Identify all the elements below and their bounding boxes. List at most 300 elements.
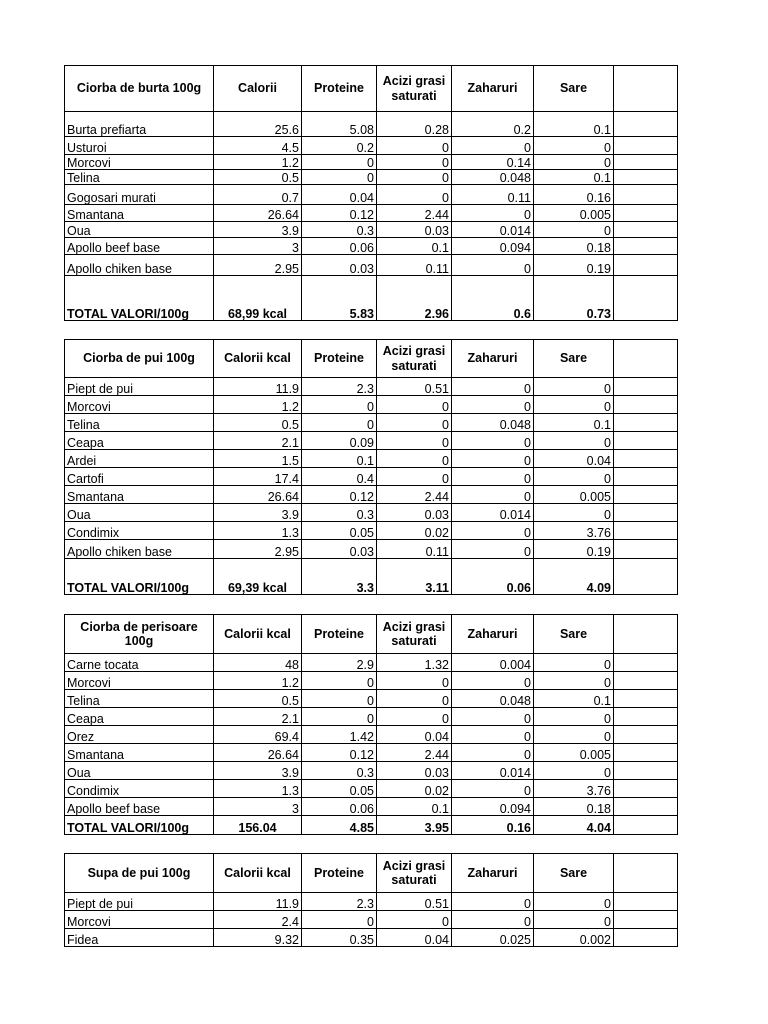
nutrition-table-ciorba-de-pui — [64, 339, 678, 595]
ingredient-name: Apollo beef base — [65, 798, 214, 816]
column-header: Acizi grasi saturati — [377, 854, 452, 893]
value-cell: 0.3 — [302, 762, 377, 780]
empty-cell — [614, 185, 678, 205]
value-cell: 1.2 — [214, 396, 302, 414]
value-cell: 0.7 — [214, 185, 302, 205]
ingredient-name: Oua — [65, 504, 214, 522]
value-cell: 0.04 — [377, 726, 452, 744]
value-cell: 9.32 — [214, 929, 302, 947]
empty-cell — [614, 112, 678, 137]
value-cell: 0 — [452, 893, 534, 911]
value-cell: 0 — [452, 744, 534, 762]
ingredient-name: Morcovi — [65, 911, 214, 929]
empty-cell — [614, 205, 678, 222]
value-cell: 0.1 — [534, 170, 614, 185]
empty-cell — [614, 726, 678, 744]
value-cell: 3.76 — [534, 522, 614, 540]
empty-cell — [614, 432, 678, 450]
ingredient-name: Apollo chiken base — [65, 255, 214, 276]
table-row — [65, 170, 678, 185]
table-title: Supa de pui 100g — [65, 854, 214, 893]
value-cell: 26.64 — [214, 486, 302, 504]
value-cell: 0.094 — [452, 798, 534, 816]
table-header-row — [65, 854, 678, 893]
value-cell: 0 — [452, 726, 534, 744]
value-cell: 0.11 — [452, 185, 534, 205]
empty-cell — [614, 929, 678, 947]
table-title: Ciorba de perisoare 100g — [65, 615, 214, 654]
total-row — [65, 559, 678, 595]
table-row — [65, 504, 678, 522]
ingredient-name: Morcovi — [65, 155, 214, 170]
value-cell: 2.44 — [377, 486, 452, 504]
table-title: Ciorba de burta 100g — [65, 66, 214, 112]
value-cell: 11.9 — [214, 893, 302, 911]
value-cell: 0.06 — [302, 798, 377, 816]
nutrition-table-supa-de-pui — [64, 853, 678, 947]
value-cell: 0.048 — [452, 690, 534, 708]
value-cell: 0.19 — [534, 255, 614, 276]
value-cell: 0 — [534, 726, 614, 744]
total-label: TOTAL VALORI/100g — [65, 276, 214, 321]
value-cell: 0 — [377, 155, 452, 170]
value-cell: 0.5 — [214, 170, 302, 185]
value-cell: 0.004 — [452, 654, 534, 672]
value-cell: 2.4 — [214, 911, 302, 929]
value-cell: 0.03 — [377, 222, 452, 238]
value-cell: 0.12 — [302, 205, 377, 222]
table-title: Ciorba de pui 100g — [65, 340, 214, 378]
total-value: 0.73 — [534, 276, 614, 321]
value-cell: 0 — [534, 672, 614, 690]
total-value: 4.04 — [534, 816, 614, 835]
empty-cell — [614, 276, 678, 321]
value-cell: 0.05 — [302, 780, 377, 798]
value-cell: 1.42 — [302, 726, 377, 744]
ingredient-name: Oua — [65, 222, 214, 238]
total-value: 0.16 — [452, 816, 534, 835]
empty-cell — [614, 762, 678, 780]
empty-cell — [614, 816, 678, 835]
value-cell: 0 — [377, 690, 452, 708]
ingredient-name: Apollo beef base — [65, 238, 214, 255]
value-cell: 0.1 — [534, 112, 614, 137]
table-row — [65, 744, 678, 762]
empty-cell — [614, 414, 678, 432]
value-cell: 0.04 — [377, 929, 452, 947]
value-cell: 0.005 — [534, 486, 614, 504]
total-value: 3.11 — [377, 559, 452, 595]
value-cell: 0.3 — [302, 504, 377, 522]
empty-cell — [614, 522, 678, 540]
total-value: 0.6 — [452, 276, 534, 321]
table-row — [65, 450, 678, 468]
value-cell: 1.32 — [377, 654, 452, 672]
value-cell: 0.2 — [452, 112, 534, 137]
ingredient-name: Telina — [65, 414, 214, 432]
value-cell: 0.12 — [302, 486, 377, 504]
value-cell: 0.02 — [377, 522, 452, 540]
value-cell: 0 — [452, 468, 534, 486]
empty-cell — [614, 798, 678, 816]
table-row — [65, 432, 678, 450]
total-value: 69,39 kcal — [214, 559, 302, 595]
empty-cell — [614, 504, 678, 522]
ingredient-name: Orez — [65, 726, 214, 744]
table-row — [65, 238, 678, 255]
table-row — [65, 911, 678, 929]
value-cell: 11.9 — [214, 378, 302, 396]
value-cell: 0 — [377, 432, 452, 450]
value-cell: 0 — [377, 468, 452, 486]
value-cell: 3.9 — [214, 504, 302, 522]
empty-cell — [614, 486, 678, 504]
column-header: Calorii kcal — [214, 340, 302, 378]
table-header-row — [65, 615, 678, 654]
value-cell: 25.6 — [214, 112, 302, 137]
value-cell: 0.1 — [377, 798, 452, 816]
empty-cell — [614, 378, 678, 396]
empty-cell — [614, 854, 678, 893]
value-cell: 0.3 — [302, 222, 377, 238]
value-cell: 0.18 — [534, 238, 614, 255]
value-cell: 0.005 — [534, 744, 614, 762]
value-cell: 0 — [452, 911, 534, 929]
column-header: Zaharuri — [452, 340, 534, 378]
value-cell: 0 — [534, 137, 614, 155]
total-value: 0.06 — [452, 559, 534, 595]
value-cell: 0.1 — [534, 414, 614, 432]
ingredient-name: Apollo chiken base — [65, 540, 214, 559]
value-cell: 0.5 — [214, 414, 302, 432]
value-cell: 0 — [534, 911, 614, 929]
value-cell: 0 — [452, 432, 534, 450]
value-cell: 0 — [452, 486, 534, 504]
table-row — [65, 222, 678, 238]
value-cell: 0 — [452, 672, 534, 690]
value-cell: 0 — [534, 893, 614, 911]
empty-cell — [614, 396, 678, 414]
value-cell: 26.64 — [214, 205, 302, 222]
empty-cell — [614, 255, 678, 276]
value-cell: 0 — [534, 432, 614, 450]
table-row — [65, 893, 678, 911]
empty-cell — [614, 238, 678, 255]
ingredient-name: Burta prefiarta — [65, 112, 214, 137]
table-row — [65, 468, 678, 486]
empty-cell — [614, 222, 678, 238]
value-cell: 0.025 — [452, 929, 534, 947]
value-cell: 0.4 — [302, 468, 377, 486]
value-cell: 0 — [452, 522, 534, 540]
column-header: Acizi grasi saturati — [377, 66, 452, 112]
table-row — [65, 762, 678, 780]
total-row — [65, 816, 678, 835]
value-cell: 0 — [377, 672, 452, 690]
empty-cell — [614, 450, 678, 468]
value-cell: 0.002 — [534, 929, 614, 947]
empty-cell — [614, 672, 678, 690]
value-cell: 2.95 — [214, 255, 302, 276]
value-cell: 0.014 — [452, 762, 534, 780]
value-cell: 2.3 — [302, 893, 377, 911]
empty-cell — [614, 615, 678, 654]
value-cell: 0 — [302, 414, 377, 432]
table-row — [65, 522, 678, 540]
table-row — [65, 672, 678, 690]
value-cell: 0.1 — [377, 238, 452, 255]
value-cell: 0.11 — [377, 540, 452, 559]
column-header: Proteine — [302, 615, 377, 654]
value-cell: 0.51 — [377, 378, 452, 396]
column-header: Calorii — [214, 66, 302, 112]
value-cell: 2.3 — [302, 378, 377, 396]
total-value: 68,99 kcal — [214, 276, 302, 321]
ingredient-name: Oua — [65, 762, 214, 780]
table-row — [65, 112, 678, 137]
value-cell: 0.048 — [452, 414, 534, 432]
empty-cell — [614, 540, 678, 559]
table-row — [65, 414, 678, 432]
column-header: Acizi grasi saturati — [377, 340, 452, 378]
table-row — [65, 378, 678, 396]
empty-cell — [614, 559, 678, 595]
ingredient-name: Piept de pui — [65, 893, 214, 911]
value-cell: 0.2 — [302, 137, 377, 155]
value-cell: 1.3 — [214, 522, 302, 540]
table-row — [65, 155, 678, 170]
column-header: Sare — [534, 615, 614, 654]
value-cell: 0.04 — [302, 185, 377, 205]
total-value: 156.04 — [214, 816, 302, 835]
value-cell: 0 — [302, 170, 377, 185]
value-cell: 0.28 — [377, 112, 452, 137]
value-cell: 26.64 — [214, 744, 302, 762]
value-cell: 0.094 — [452, 238, 534, 255]
value-cell: 0.5 — [214, 690, 302, 708]
column-header: Zaharuri — [452, 615, 534, 654]
value-cell: 0.11 — [377, 255, 452, 276]
value-cell: 2.44 — [377, 744, 452, 762]
total-row — [65, 276, 678, 321]
value-cell: 0 — [452, 450, 534, 468]
value-cell: 0.03 — [377, 762, 452, 780]
value-cell: 0 — [452, 378, 534, 396]
empty-cell — [614, 744, 678, 762]
value-cell: 0.1 — [302, 450, 377, 468]
value-cell: 0 — [534, 708, 614, 726]
value-cell: 0 — [534, 155, 614, 170]
column-header: Zaharuri — [452, 854, 534, 893]
value-cell: 69.4 — [214, 726, 302, 744]
ingredient-name: Smantana — [65, 486, 214, 504]
value-cell: 0.02 — [377, 780, 452, 798]
total-value: 3.95 — [377, 816, 452, 835]
ingredient-name: Piept de pui — [65, 378, 214, 396]
column-header: Proteine — [302, 66, 377, 112]
value-cell: 0 — [534, 654, 614, 672]
table-row — [65, 540, 678, 559]
table-row — [65, 396, 678, 414]
value-cell: 0 — [302, 396, 377, 414]
value-cell: 0.14 — [452, 155, 534, 170]
value-cell: 5.08 — [302, 112, 377, 137]
value-cell: 0.03 — [302, 255, 377, 276]
table-row — [65, 708, 678, 726]
ingredient-name: Condimix — [65, 522, 214, 540]
value-cell: 2.44 — [377, 205, 452, 222]
ingredient-name: Morcovi — [65, 396, 214, 414]
table-row — [65, 798, 678, 816]
value-cell: 0.005 — [534, 205, 614, 222]
value-cell: 0 — [302, 911, 377, 929]
table-row — [65, 137, 678, 155]
value-cell: 0 — [452, 396, 534, 414]
value-cell: 0 — [377, 414, 452, 432]
value-cell: 0 — [302, 672, 377, 690]
ingredient-name: Gogosari murati — [65, 185, 214, 205]
ingredient-name: Ceapa — [65, 432, 214, 450]
column-header: Sare — [534, 66, 614, 112]
value-cell: 0.014 — [452, 222, 534, 238]
ingredient-name: Ardei — [65, 450, 214, 468]
column-header: Sare — [534, 340, 614, 378]
value-cell: 3 — [214, 798, 302, 816]
column-header: Calorii kcal — [214, 615, 302, 654]
value-cell: 0.06 — [302, 238, 377, 255]
table-row — [65, 929, 678, 947]
value-cell: 0 — [534, 396, 614, 414]
value-cell: 0 — [534, 378, 614, 396]
nutrition-table-ciorba-de-perisoare — [64, 614, 678, 835]
column-header: Acizi grasi saturati — [377, 615, 452, 654]
value-cell: 0 — [534, 762, 614, 780]
value-cell: 0 — [302, 155, 377, 170]
nutrition-table-ciorba-de-burta — [64, 65, 678, 321]
value-cell: 0 — [534, 468, 614, 486]
value-cell: 0 — [377, 137, 452, 155]
ingredient-name: Carne tocata — [65, 654, 214, 672]
ingredient-name: Cartofi — [65, 468, 214, 486]
value-cell: 0 — [377, 185, 452, 205]
ingredient-name: Fidea — [65, 929, 214, 947]
table-row — [65, 780, 678, 798]
table-row — [65, 654, 678, 672]
value-cell: 4.5 — [214, 137, 302, 155]
value-cell: 0 — [452, 708, 534, 726]
value-cell: 48 — [214, 654, 302, 672]
value-cell: 2.1 — [214, 432, 302, 450]
value-cell: 0 — [452, 540, 534, 559]
value-cell: 0.014 — [452, 504, 534, 522]
ingredient-name: Smantana — [65, 205, 214, 222]
empty-cell — [614, 155, 678, 170]
value-cell: 0 — [377, 450, 452, 468]
ingredient-name: Condimix — [65, 780, 214, 798]
column-header: Proteine — [302, 854, 377, 893]
table-row — [65, 690, 678, 708]
value-cell: 0 — [534, 504, 614, 522]
value-cell: 2.1 — [214, 708, 302, 726]
value-cell: 3.9 — [214, 222, 302, 238]
ingredient-name: Telina — [65, 690, 214, 708]
value-cell: 0 — [452, 780, 534, 798]
value-cell: 2.95 — [214, 540, 302, 559]
value-cell: 1.2 — [214, 155, 302, 170]
value-cell: 0.16 — [534, 185, 614, 205]
value-cell: 0.12 — [302, 744, 377, 762]
empty-cell — [614, 170, 678, 185]
total-label: TOTAL VALORI/100g — [65, 559, 214, 595]
value-cell: 1.2 — [214, 672, 302, 690]
empty-cell — [614, 137, 678, 155]
value-cell: 3.9 — [214, 762, 302, 780]
value-cell: 0.51 — [377, 893, 452, 911]
total-value: 3.3 — [302, 559, 377, 595]
empty-cell — [614, 690, 678, 708]
empty-cell — [614, 911, 678, 929]
value-cell: 0 — [377, 708, 452, 726]
ingredient-name: Morcovi — [65, 672, 214, 690]
value-cell: 0.18 — [534, 798, 614, 816]
ingredient-name: Usturoi — [65, 137, 214, 155]
value-cell: 0.048 — [452, 170, 534, 185]
table-row — [65, 205, 678, 222]
value-cell: 0 — [377, 911, 452, 929]
empty-cell — [614, 654, 678, 672]
column-header: Sare — [534, 854, 614, 893]
value-cell: 0.03 — [377, 504, 452, 522]
value-cell: 0.03 — [302, 540, 377, 559]
empty-cell — [614, 340, 678, 378]
value-cell: 1.5 — [214, 450, 302, 468]
total-value: 5.83 — [302, 276, 377, 321]
total-value: 2.96 — [377, 276, 452, 321]
column-header: Zaharuri — [452, 66, 534, 112]
total-label: TOTAL VALORI/100g — [65, 816, 214, 835]
value-cell: 0.19 — [534, 540, 614, 559]
column-header: Calorii kcal — [214, 854, 302, 893]
value-cell: 0 — [302, 690, 377, 708]
value-cell: 0.05 — [302, 522, 377, 540]
value-cell: 0 — [302, 708, 377, 726]
table-row — [65, 185, 678, 205]
ingredient-name: Ceapa — [65, 708, 214, 726]
value-cell: 0.04 — [534, 450, 614, 468]
empty-cell — [614, 708, 678, 726]
column-header: Proteine — [302, 340, 377, 378]
table-row — [65, 255, 678, 276]
value-cell: 0 — [452, 255, 534, 276]
table-header-row — [65, 66, 678, 112]
value-cell: 3.76 — [534, 780, 614, 798]
value-cell: 0.35 — [302, 929, 377, 947]
total-value: 4.09 — [534, 559, 614, 595]
table-header-row — [65, 340, 678, 378]
value-cell: 0 — [452, 137, 534, 155]
ingredient-name: Telina — [65, 170, 214, 185]
value-cell: 17.4 — [214, 468, 302, 486]
value-cell: 0.1 — [534, 690, 614, 708]
table-row — [65, 486, 678, 504]
value-cell: 1.3 — [214, 780, 302, 798]
empty-cell — [614, 893, 678, 911]
value-cell: 0 — [452, 205, 534, 222]
value-cell: 3 — [214, 238, 302, 255]
empty-cell — [614, 780, 678, 798]
total-value: 4.85 — [302, 816, 377, 835]
table-row — [65, 726, 678, 744]
